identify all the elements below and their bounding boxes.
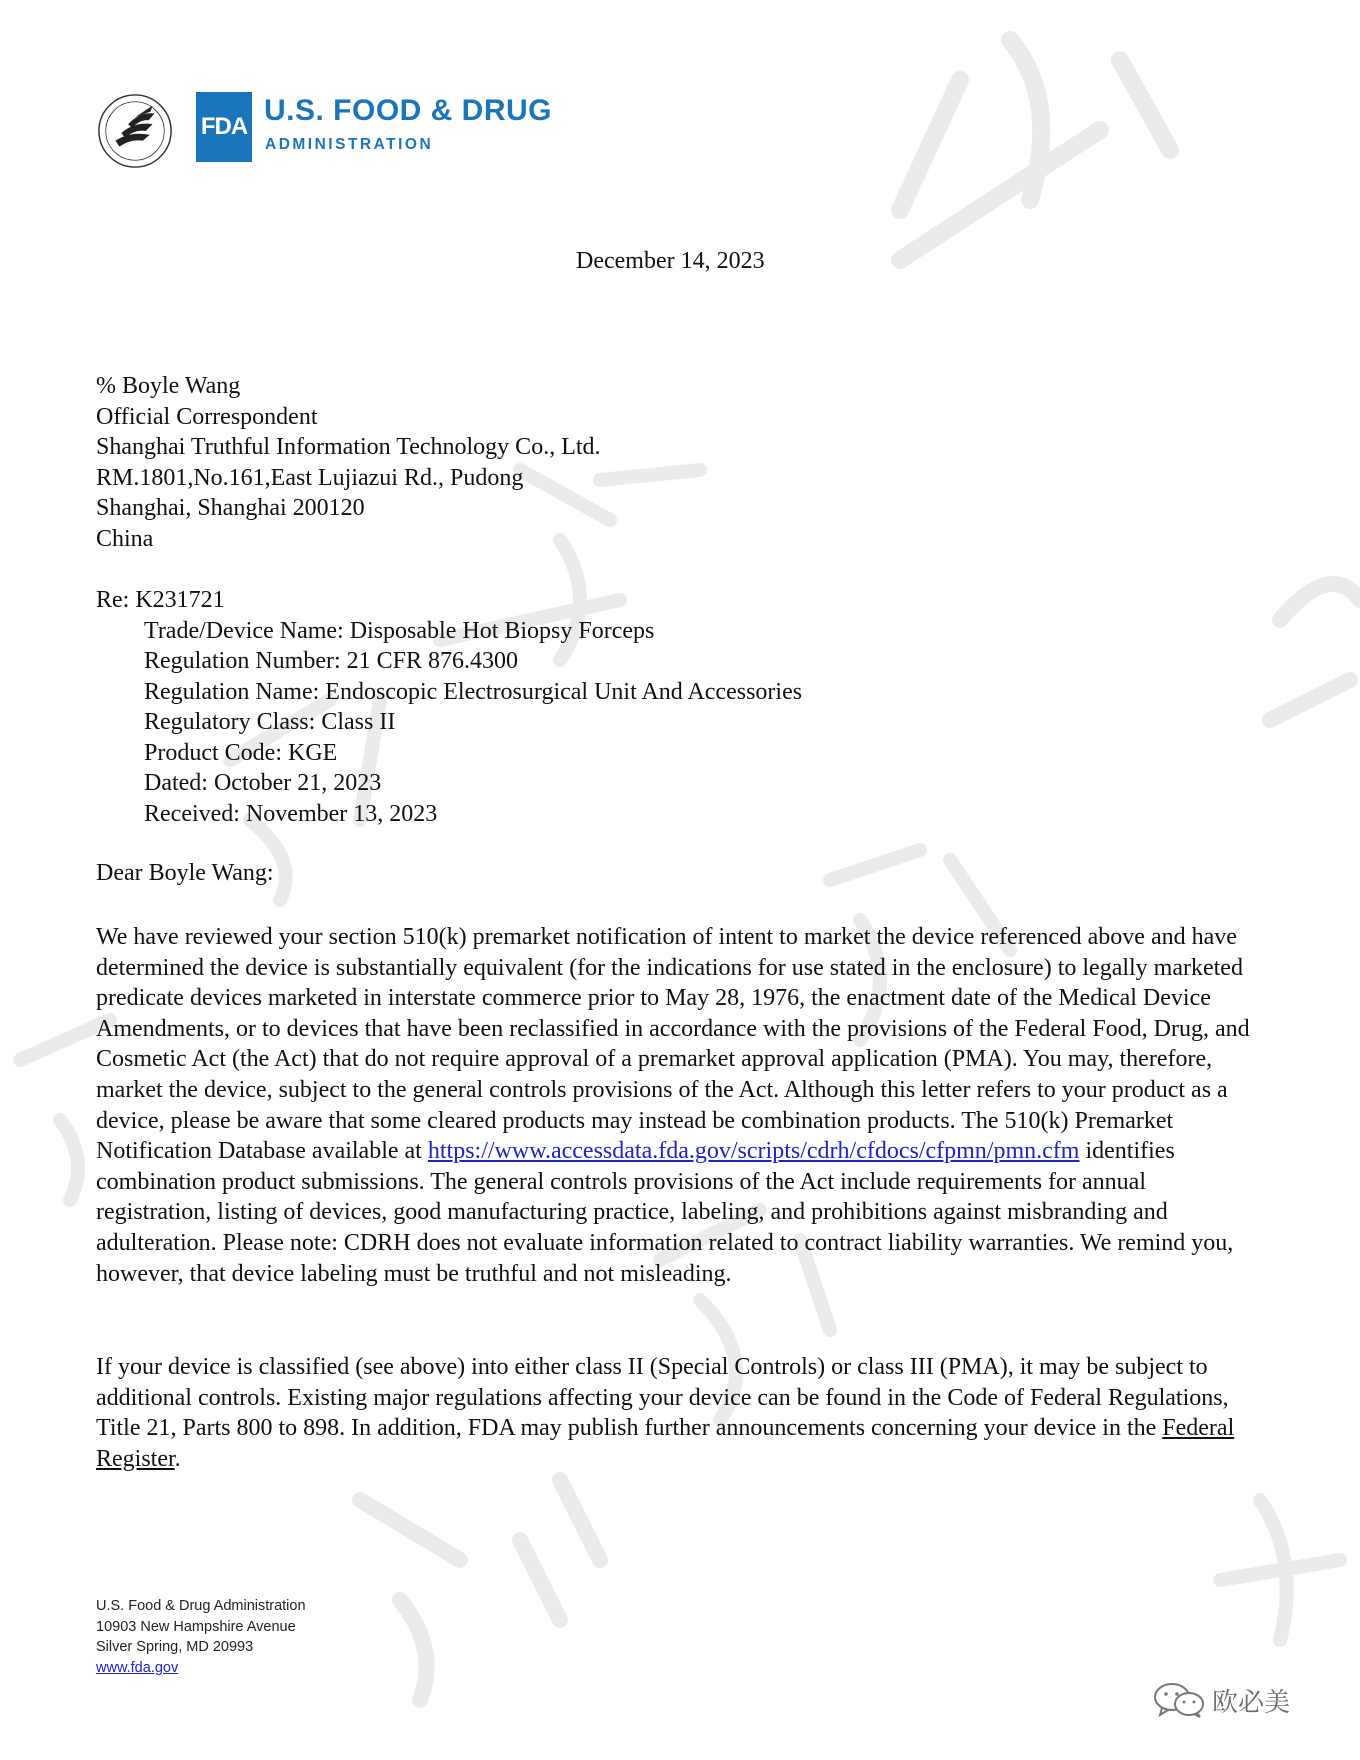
address-line: RM.1801,No.161,East Lujiazui Rd., Pudong [96, 464, 524, 491]
para1-text-after-link: identifies combination product submissions. The general controls provisions of the Act include requirements for annual registration, listing of devices, good manufacturing practice, labeling, and prohibitions against misbranding and adulteration. Please note: CDRH does not evaluate information related to contract liability warranties. We remind you, however, that device labeling must be truthful and not misleading. [96, 1138, 1234, 1287]
footer-line: Silver Spring, MD 20993 [96, 1639, 254, 1655]
footer-line: 10903 New Hampshire Avenue [96, 1618, 296, 1635]
body-paragraph-2 [96, 1352, 1266, 1474]
re-detail-line: Trade/Device Name: Disposable Hot Biopsy Forceps [144, 617, 655, 644]
salutation: Dear Boyle Wang: [96, 860, 274, 886]
footer-address [96, 1596, 306, 1678]
agency-subtitle: ADMINISTRATION [265, 136, 434, 153]
body-paragraph-1 [96, 922, 1266, 1289]
hhs-seal-icon [96, 92, 174, 170]
fda-logo-box: FDA [196, 92, 252, 162]
reference-block [96, 585, 802, 829]
para2-text-end: . [174, 1445, 181, 1472]
pmn-database-link[interactable]: https://www.accessdata.fda.gov/scripts/cdrh/cfdocs/cfpmn/pmn.cfm [427, 1138, 1080, 1165]
recipient-address [96, 371, 601, 554]
re-detail-line: Dated: October 21, 2023 [144, 770, 382, 796]
letter-date: December 14, 2023 [576, 248, 765, 274]
agency-name: U.S. FOOD & DRUG [264, 94, 553, 127]
address-line: Shanghai, Shanghai 200120 [96, 495, 365, 521]
re-detail-line: Product Code: KGE [144, 739, 338, 766]
para2-text: If your device is classified (see above) into either class II (Special Controls) or class III (PMA), it may be subject to additional controls. Existing major regulations affecting your device can be found in the Code of Federal Regulations, Title 21, Parts 800 to 898. In addition, FDA may publish further announcements concerning your device in the [96, 1354, 1229, 1442]
re-detail-line: Regulatory Class: Class II [144, 709, 396, 735]
address-line: Shanghai Truthful Information Technology Co., Ltd. [96, 434, 601, 460]
wechat-icon [1152, 1682, 1208, 1718]
footer-line: U.S. Food & Drug Administration [96, 1598, 306, 1614]
federal-register-reference: Federal Register [96, 1415, 1235, 1472]
wechat-account-name: 欧必美 [1212, 1688, 1291, 1718]
para1-text-before-link: We have reviewed your section 510(k) premarket notification of intent to market the device referenced above and have determined the device is substantially equivalent (for the indications for use stated in the enclosure) to legally marketed predicate devices marketed in interstate commerce prior to May 28, 1976, the enactment date of the Medical Device Amendments, or to devices that have been reclassified in accordance with the provisions of the Federal Food, Drug, and Cosmetic Act (the Act) that do not require approval of a premarket approval application (PMA). You may, therefore, market the device, subject to the general controls provisions of the Act. Although this letter refers to your product as a device, please be aware that some cleared products may instead be combination products. The 510(k) Premarket Notification Database available at [96, 924, 1250, 1165]
address-line: Official Correspondent [96, 403, 318, 430]
re-line: Re: K231721 [96, 587, 225, 613]
address-line: % Boyle Wang [96, 373, 241, 399]
address-line: China [96, 525, 154, 552]
re-detail-line: Regulation Number: 21 CFR 876.4300 [144, 648, 518, 674]
fda-website-link[interactable]: www.fda.gov [96, 1659, 179, 1676]
re-detail-line: Regulation Name: Endoscopic Electrosurgical Unit And Accessories [144, 678, 803, 705]
re-details [96, 616, 802, 830]
re-detail-line: Received: November 13, 2023 [144, 800, 438, 827]
